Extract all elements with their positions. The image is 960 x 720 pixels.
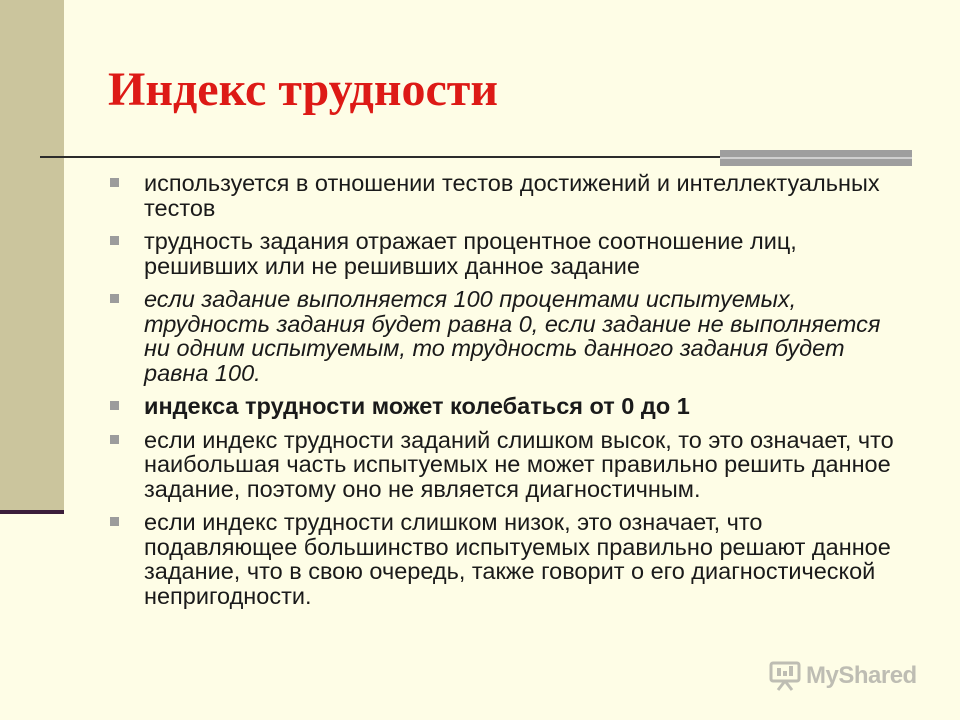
square-bullet-icon xyxy=(110,401,119,410)
bullet-item xyxy=(108,510,898,608)
square-bullet-icon xyxy=(110,294,119,303)
bullet-item xyxy=(108,171,898,220)
square-bullet-icon xyxy=(110,178,119,187)
square-bullet-icon xyxy=(110,435,119,444)
presentation-board-icon xyxy=(768,659,802,693)
bullet-text: трудность задания отражает процентное соотношение лиц, решивших или не решивших данное задание xyxy=(144,228,797,279)
bullet-text: если задание выполняется 100 процентами испытуемых, трудность задания будет равна 0, если задание не выполняется ни одним испытуемым, то трудность данного задания будет равна 100. xyxy=(144,286,881,386)
bullet-item xyxy=(108,229,898,278)
slide-title: Индекс трудности xyxy=(108,63,499,116)
bullet-text: если индекс трудности слишком низок, это означает, что подавляющее большинство испытуемых правильно решают данное задание, что в свою очередь, также говорит о его диагностической непригодности. xyxy=(144,509,891,609)
bullet-item xyxy=(108,287,898,385)
bullet-item xyxy=(108,428,898,502)
bullet-text: если индекс трудности заданий слишком высок, то это означает, что наибольшая часть испытуемых не может правильно решить данное задание, поэтому оно не является диагностичным. xyxy=(144,426,894,502)
square-bullet-icon xyxy=(110,236,119,245)
accent-bar-highlight xyxy=(720,157,912,159)
bullet-text: используется в отношении тестов достижений и интеллектуальных тестов xyxy=(144,170,880,221)
watermark-text: MyShared xyxy=(806,662,917,689)
bullet-list xyxy=(108,171,898,617)
side-decoration-bar xyxy=(0,0,64,513)
bullet-text: индекса трудности может колебаться от 0 до 1 xyxy=(144,393,690,419)
watermark xyxy=(768,656,917,696)
square-bullet-icon xyxy=(110,517,119,526)
side-decoration-line xyxy=(0,510,64,514)
bullet-item xyxy=(108,394,898,419)
